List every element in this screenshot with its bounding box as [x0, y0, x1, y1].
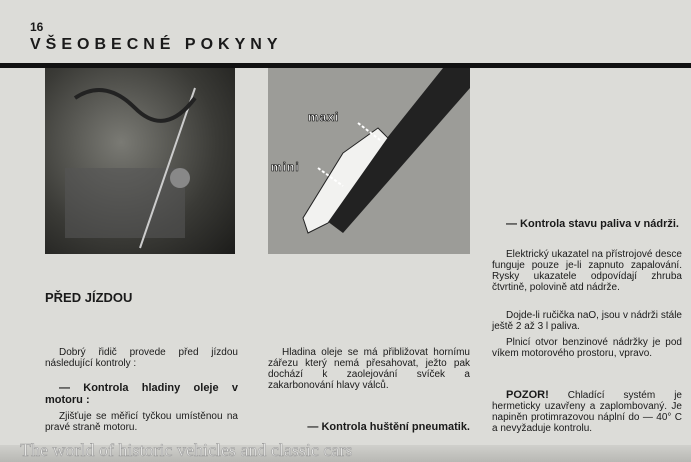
fuel-gauge-text: Elektrický ukazatel na přístrojové desce funguje pouze je-li zapnuto zapalování. Rysky ukazatele odpovídají zhruba čtvrtině, polovině atd nádrže. — [492, 249, 682, 293]
mini-label: mini — [271, 160, 300, 174]
warning-body: Chladící systém je hermeticky uzavřeny a zaplombovaný. Je napiněn protimrazovou náplní do — 40° C a nevyžaduje kontrolu. — [492, 390, 682, 434]
intro-text: Dobrý řidič provede před jízdou následující kontroly : — [45, 347, 238, 369]
oil-level-text: Hladina oleje se má přibližovat hornímu zářezu který nemá přesahovat, ježto pak dochází k zaolejování svíček a zakarbonování hlavy válců. — [268, 347, 470, 391]
fuel-filler-text: Plnicí otvor benzinové nádržky je pod víkem motorového prostoru, vpravo. — [492, 337, 682, 359]
oil-check-heading: — Kontrola hladiny oleje v motoru : — [45, 382, 238, 406]
section-heading: PŘED JÍZDOU — [45, 290, 133, 305]
maxi-label: maxi — [308, 110, 340, 124]
fuel-reserve-text: Dojde-li ručička naO, jsou v nádrži stále ještě 2 až 3 l paliva. — [492, 310, 682, 332]
engine-photo — [45, 68, 235, 254]
watermark-tagline: The world of historic vehicles and classic cars — [20, 440, 353, 460]
oil-check-text: Zjišťuje se měřicí tyčkou umístěnou na pravé straně motoru. — [45, 411, 238, 433]
dipstick-diagram — [268, 68, 470, 254]
page-title: VŠEOBECNÉ POKYNY — [30, 36, 283, 53]
engine-illustration — [45, 68, 235, 254]
warning-text — [492, 390, 682, 434]
tyre-check-heading: — Kontrola huštění pneumatik. — [307, 421, 470, 433]
page-number: 16 — [30, 20, 44, 34]
fuel-check-heading: — Kontrola stavu paliva v nádrži. — [506, 218, 679, 230]
warning-label: POZOR! — [506, 389, 549, 401]
